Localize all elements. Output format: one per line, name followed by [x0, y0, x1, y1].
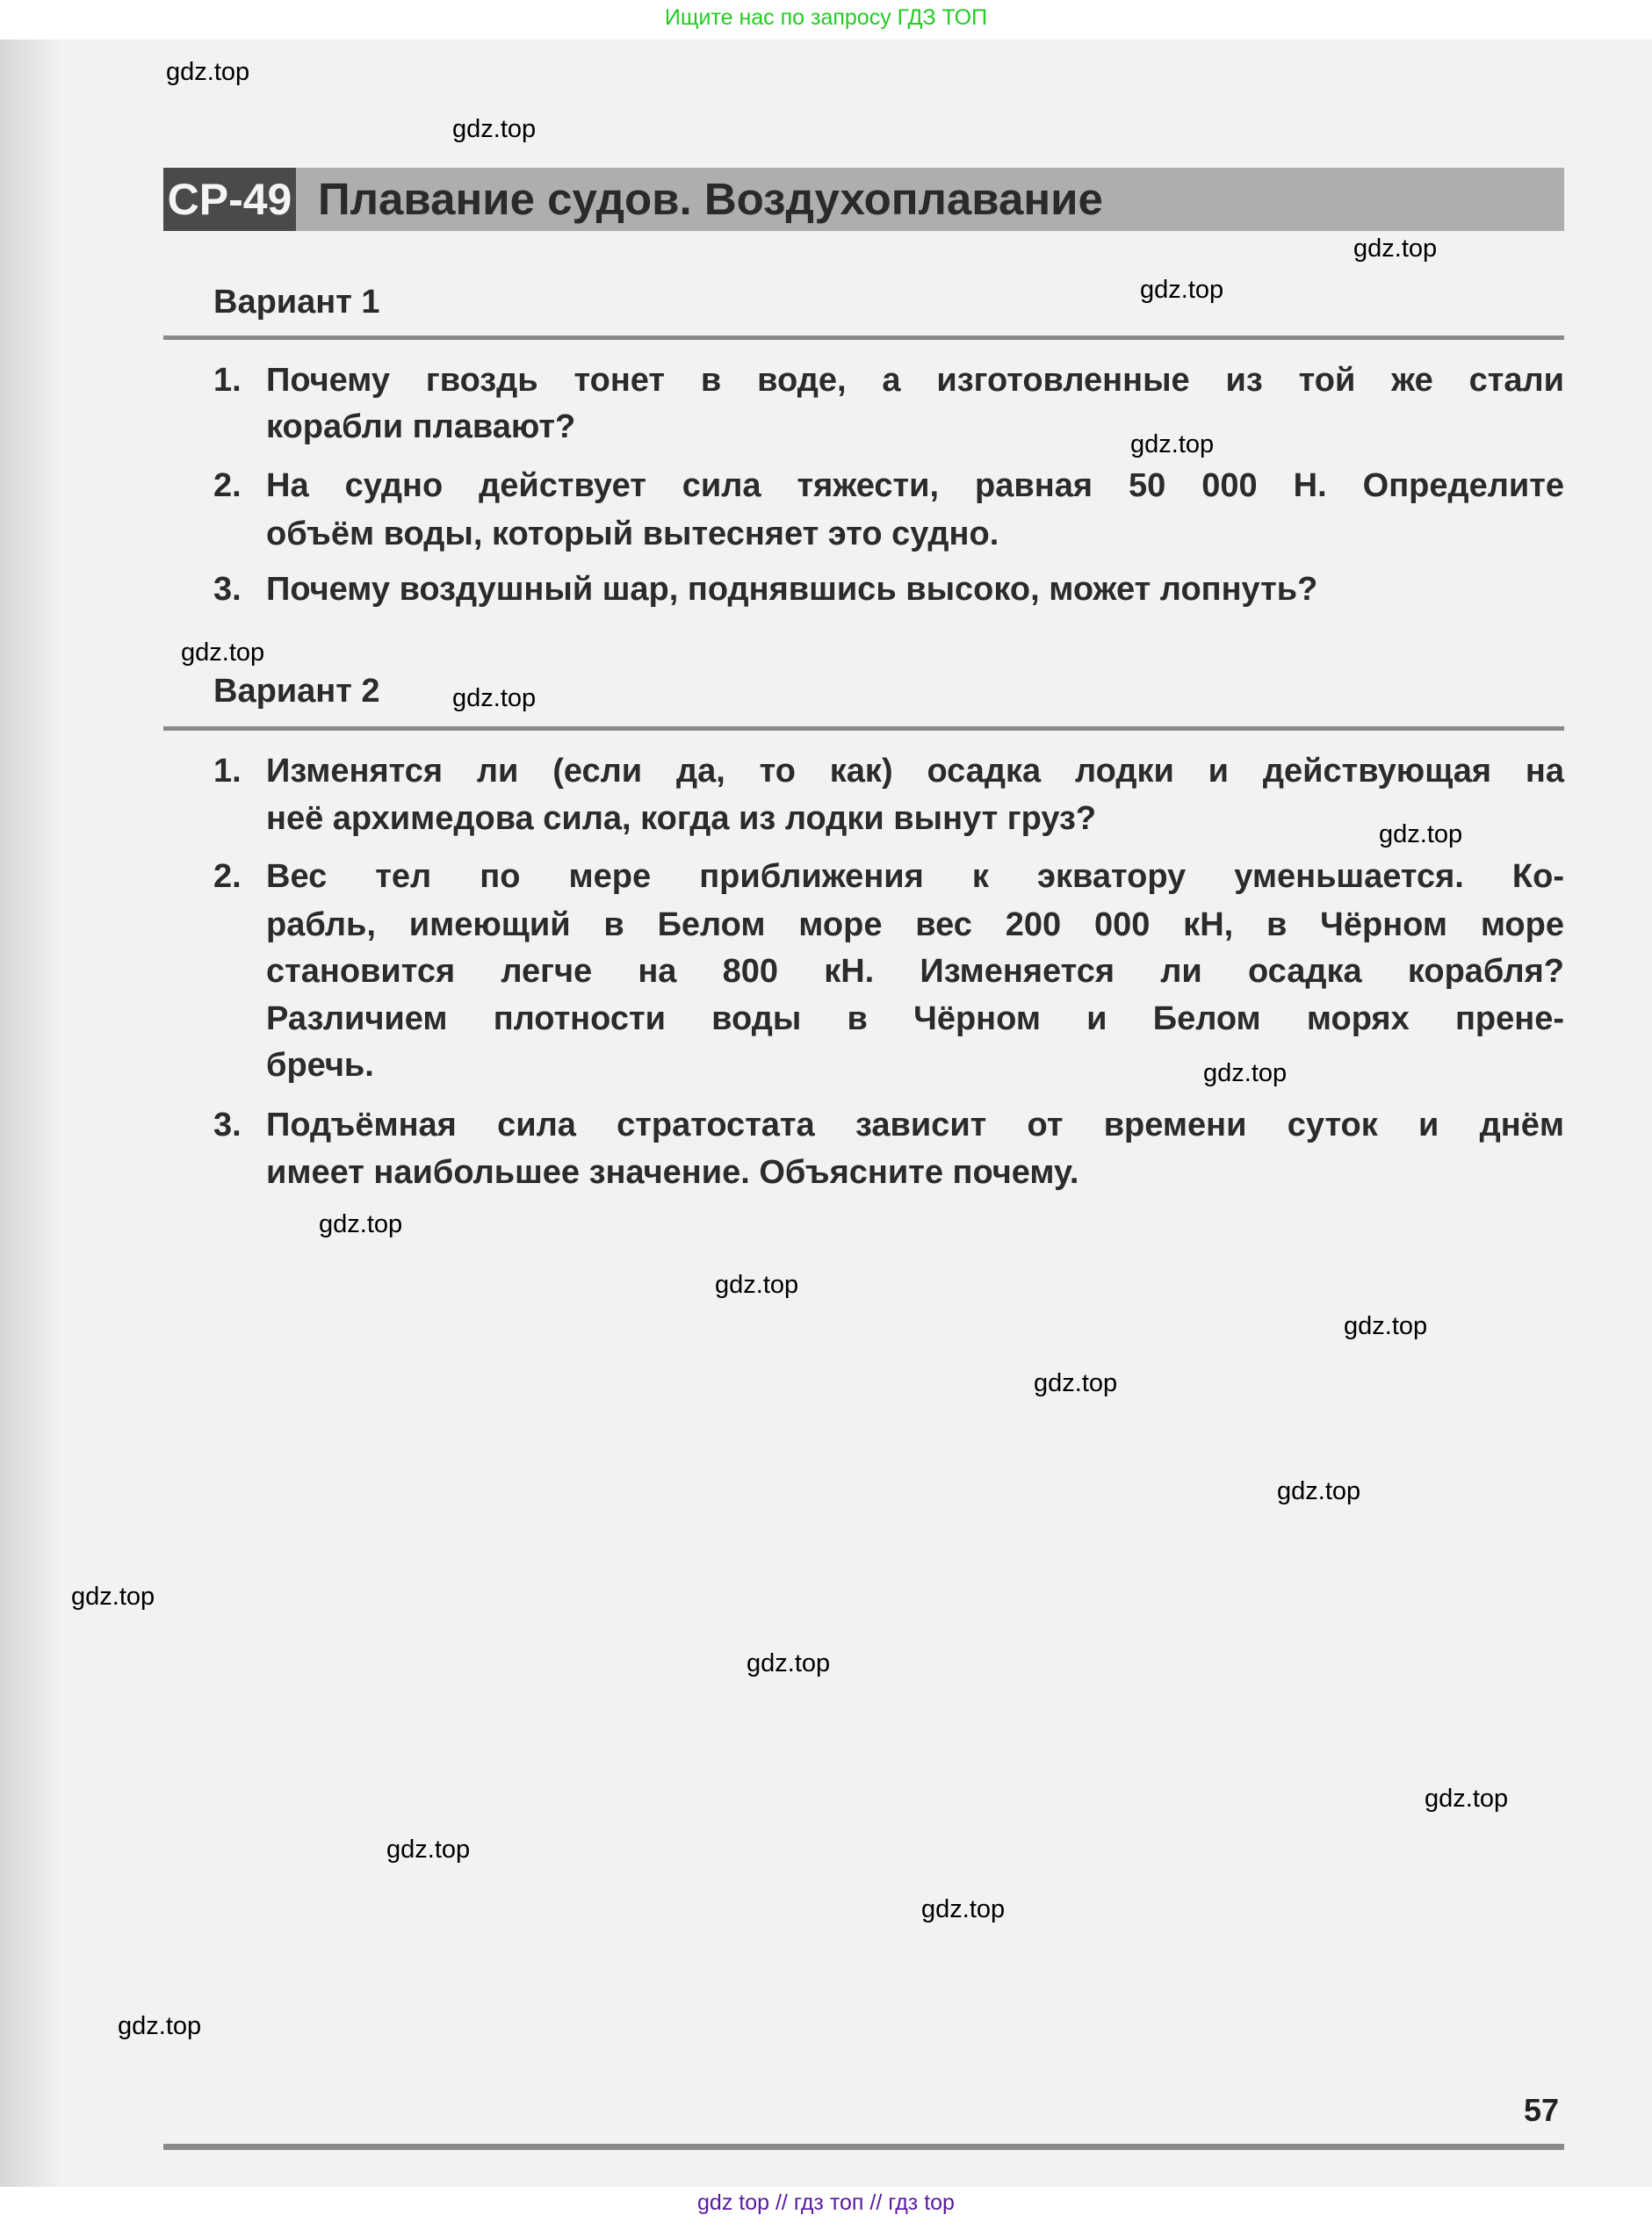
page-number: 57 — [1524, 2092, 1560, 2128]
question-text: Почему воздушный шар, поднявшись высоко, может лопнуть? — [266, 571, 1318, 608]
watermark: gdz.top — [1277, 1477, 1361, 1505]
watermark: gdz.top — [1379, 820, 1463, 848]
question-number: 1. — [213, 753, 242, 790]
question-text: Подъёмная сила стратостата зависит от времени суток и днём — [266, 1107, 1564, 1143]
watermark: gdz.top — [747, 1649, 831, 1677]
watermark: gdz.top — [1203, 1059, 1288, 1087]
question-text: Вес тел по мере приближения к экватору уменьшается. Ко- — [266, 858, 1564, 895]
question-number: 1. — [213, 362, 242, 399]
question-text: Различием плотности воды в Чёрном и Белом морях прене- — [266, 1000, 1564, 1037]
question-text: Изменятся ли (если да, то как) осадка лодки и действующая на — [266, 753, 1564, 790]
question-text: Почему гвоздь тонет в воде, а изготовленные из той же стали — [266, 362, 1564, 399]
watermark: gdz.top — [1353, 234, 1438, 263]
watermark: gdz.top — [1140, 276, 1224, 304]
divider — [163, 726, 1564, 731]
watermark: gdz.top — [319, 1210, 403, 1238]
question-text: бречь. — [266, 1047, 374, 1084]
watermark: gdz.top — [166, 58, 250, 86]
watermark: gdz.top — [452, 684, 537, 712]
watermark: gdz.top — [1034, 1369, 1118, 1397]
variant-1-heading: Вариант 1 — [213, 284, 380, 321]
watermark: gdz.top — [118, 2012, 202, 2040]
banner-text: Ищите нас по запросу ГДЗ ТОП — [664, 5, 988, 30]
watermark: gdz.top — [71, 1583, 155, 1611]
question-number: 2. — [213, 467, 242, 504]
watermark: gdz.top — [452, 115, 537, 143]
top-banner — [0, 0, 1652, 40]
watermark: gdz.top — [1425, 1785, 1509, 1813]
question-number: 2. — [213, 858, 242, 895]
variant-2-heading: Вариант 2 — [213, 673, 380, 710]
watermark: gdz.top — [1130, 430, 1215, 458]
watermark: gdz.top — [1344, 1312, 1428, 1340]
watermark: gdz.top — [386, 1836, 471, 1864]
question-text: корабли плавают? — [266, 408, 576, 445]
question-number: 3. — [213, 1107, 242, 1143]
question-text: рабль, имеющий в Белом море вес 200 000 кН, в Чёрном море — [266, 906, 1564, 943]
question-number: 3. — [213, 571, 242, 608]
bottom-rule — [163, 2144, 1564, 2150]
question-text: имеет наибольшее значение. Объясните почему. — [266, 1154, 1079, 1191]
section-code: СР-49 — [163, 168, 296, 231]
footer-links[interactable]: gdz top // гдз топ // гдз top — [697, 2190, 955, 2215]
watermark: gdz.top — [715, 1271, 799, 1299]
question-text: На судно действует сила тяжести, равная 50 000 Н. Определите — [266, 467, 1564, 504]
question-text: объём воды, который вытесняет это судно. — [266, 516, 999, 552]
question-text: становится легче на 800 кН. Изменяется ли осадка корабля? — [266, 953, 1564, 990]
question-text: неё архимедова сила, когда из лодки вынут груз? — [266, 800, 1097, 837]
watermark: gdz.top — [921, 1895, 1006, 1923]
divider — [163, 335, 1564, 340]
watermark: gdz.top — [181, 638, 265, 667]
section-title: Плавание судов. Воздухоплавание — [318, 174, 1103, 224]
